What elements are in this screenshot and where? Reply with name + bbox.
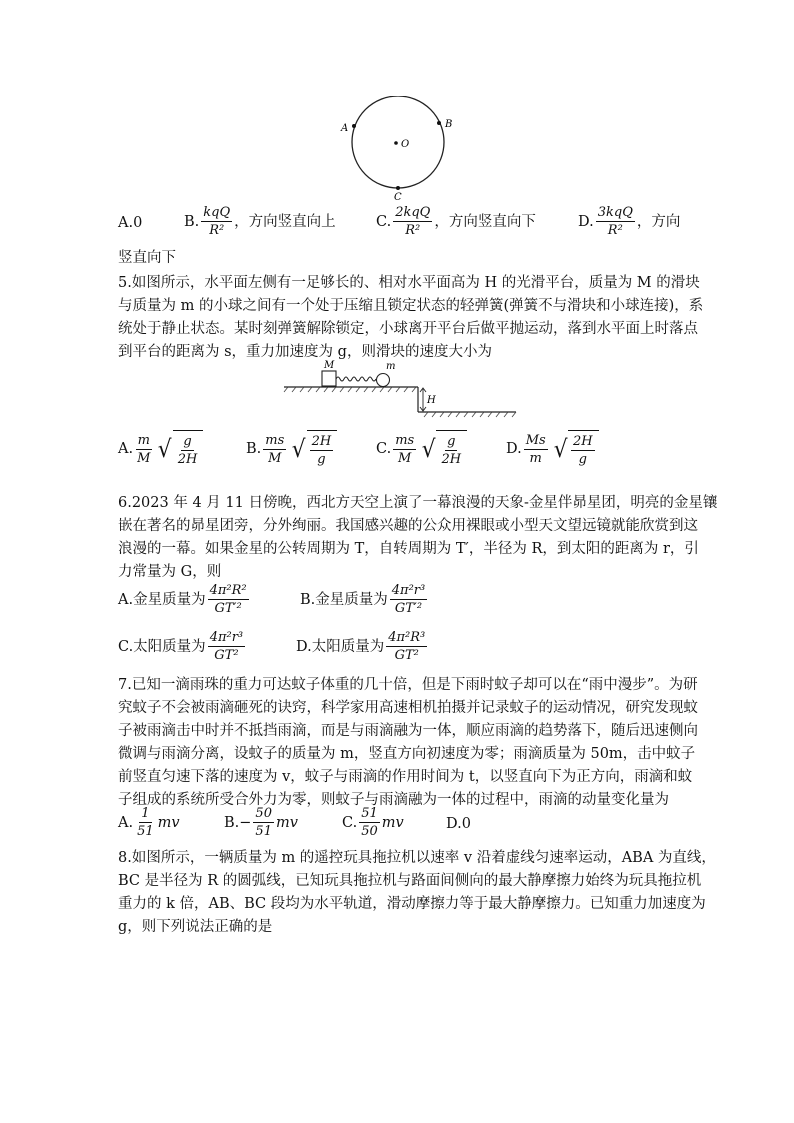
q5-a-frac2 <box>176 434 200 467</box>
ball-label: m <box>386 361 396 372</box>
q8-line-4: g，则下列说法正确的是 <box>118 919 273 935</box>
q4-option-d <box>578 205 680 238</box>
q8-line-2: BC 是半径为 R 的圆弧线，已知玩具拖拉机与路面间侧向的最大静摩擦力始终为玩具拖拉机 <box>118 873 702 889</box>
q7-c-den: 50 <box>361 824 378 839</box>
q5-a-frac1 <box>135 433 152 466</box>
q4-a-prefix: A. <box>118 215 134 231</box>
q7-option-b <box>224 806 298 839</box>
q4-d-suffix: ，方向 <box>636 213 681 230</box>
q6-c-num: 4π²r³ <box>209 630 244 645</box>
ground-hatching <box>424 412 516 417</box>
q7-option-d <box>446 815 471 833</box>
q6-line-4: 力常量为 G，则 <box>118 564 222 580</box>
q6-line-2: 嵌在著名的昴星团旁，分外绚丽。我国感兴趣的公众用裸眼或小型天文望远镜就能欣赏到这 <box>118 518 698 534</box>
q5-b-sqrt: √ $\frac{2H}{g}$ <box>291 430 337 468</box>
q5-b-d1: M <box>268 450 282 466</box>
q5-a-n1: m <box>137 432 150 448</box>
q5-b-n1: ms <box>265 432 285 448</box>
q5-c-frac2 <box>439 434 463 467</box>
q5-d-d1: m <box>529 450 542 466</box>
q5-line-1: 5.如图所示，水平面左侧有一足够长的、相对水平面高为 H 的光滑平台，质量为 M 的滑块 <box>118 275 700 291</box>
q5-d-sqrt: √ $\frac{2H}{g}$ <box>553 430 599 468</box>
q7-line-5: 前竖直匀速下落的速度为 v，蚊子与雨滴的作用时间为 t，以竖直向下为正方向，雨滴和蚊 <box>118 769 693 785</box>
q5-b-frac1 <box>263 433 286 466</box>
q5-c-sqrt: √ $\frac{g}{2H}$ <box>421 430 467 468</box>
circle-outline <box>352 96 444 188</box>
q6-a-fraction <box>208 583 249 616</box>
label-b: B <box>445 119 453 130</box>
q4-a-text: 0 <box>133 215 143 231</box>
q5-d-n2: 2H <box>573 433 593 449</box>
platform-hatching <box>284 387 416 392</box>
q5-b-prefix: B. <box>246 441 262 457</box>
q7-b-prefix: B. <box>224 814 240 831</box>
center-o-dot <box>394 141 398 145</box>
q5-a-sqrt: √ $\frac{g}{2H}$ <box>157 430 203 468</box>
q4-d-prefix: D. <box>578 213 594 230</box>
q5-d-frac2 <box>571 434 595 467</box>
q4-c-den: R² <box>405 223 421 238</box>
q5-c-n2: g <box>447 433 456 449</box>
q5-d-n1: Ms <box>525 432 546 448</box>
q5-option-a <box>118 430 203 468</box>
label-o: O <box>401 139 410 150</box>
q5-a-prefix: A. <box>118 441 134 457</box>
circle-figure <box>330 96 470 202</box>
q5-c-prefix: C. <box>376 441 392 457</box>
label-c: C <box>394 192 402 202</box>
q6-b-fraction <box>390 583 427 616</box>
q5-a-d2: 2H <box>177 451 198 467</box>
q6-b-label: B.金星质量为 <box>300 591 388 608</box>
q7-line-2: 究蚊子不会被雨滴砸死的诀窍，科学家用高速相机拍摄并记录蚊子的运动情况，研究发现蚊 <box>118 700 698 716</box>
q5-b-d2: g <box>317 451 326 467</box>
q4-c-prefix: C. <box>376 213 392 230</box>
q4-b-prefix: B. <box>184 213 200 230</box>
q5-b-n2: 2H <box>311 433 332 449</box>
q5-line-4: 到平台的距离为 s，重力加速度为 g，则滑块的速度大小为 <box>118 344 492 360</box>
q7-b-fraction <box>253 806 274 839</box>
q7-c-tail: mv <box>381 814 404 831</box>
q7-b-num: 50 <box>255 806 272 821</box>
slider-block <box>322 371 336 386</box>
q7-a-num: 1 <box>141 806 150 821</box>
q6-a-label: A.金星质量为 <box>118 591 206 608</box>
q4-d-den: R² <box>607 223 623 238</box>
q5-b-frac2 <box>310 434 334 467</box>
q5-line-3: 统处于静止状态。某时刻弹簧解除锁定，小球离开平台后做平抛运动，落到水平面上时落点 <box>118 321 698 337</box>
q7-option-a <box>118 806 180 839</box>
q6-option-b <box>300 583 429 616</box>
q7-b-tail: mv <box>275 814 298 831</box>
q4-c-suffix: ，方向竖直向下 <box>434 213 536 230</box>
spring <box>336 377 376 381</box>
point-a-dot <box>352 124 356 128</box>
q7-c-num: 51 <box>361 806 378 821</box>
q7-d-prefix: D. <box>446 816 462 832</box>
q6-b-den: GT′² <box>394 601 423 616</box>
platform-figure <box>282 360 518 418</box>
q7-line-6: 子组成的系统所受合外力为零，则蚊子与雨滴融为一体的过程中，雨滴的动量变化量为 <box>118 792 669 808</box>
q5-a-n2: g <box>183 433 192 449</box>
q5-line-2: 与质量为 m 的小球之间有一个处于压缩且锁定状态的轻弹簧(弹簧不与滑块和小球连接)，系 <box>118 298 704 314</box>
q7-c-prefix: C. <box>342 814 358 831</box>
q4-option-b <box>184 205 336 238</box>
q5-c-d2: 2H <box>441 451 462 467</box>
q5-option-d <box>506 430 599 468</box>
q7-b-den: 51 <box>255 824 272 839</box>
point-c-dot <box>396 186 400 190</box>
q5-d-frac1 <box>524 433 548 466</box>
q5-d-prefix: D. <box>506 441 522 457</box>
q8-line-1: 8.如图所示，一辆质量为 m 的遥控玩具拖拉机以速率 v 沿着虚线匀速率运动，ABA 为直线， <box>118 850 716 866</box>
q6-b-num: 4π²r³ <box>391 583 426 598</box>
q7-a-prefix: A. <box>118 814 134 831</box>
q6-line-1: 6.2023 年 4 月 11 日傍晚，西北方天空上演了一幕浪漫的天象-金星伴昴星团，明亮的金星镶 <box>118 495 718 511</box>
q6-option-a <box>118 583 251 616</box>
q6-d-label: D.太阳质量为 <box>296 638 385 655</box>
q4-c-num: 2kqQ <box>395 205 431 220</box>
q6-a-den: GT′² <box>214 601 242 616</box>
q4-option-a <box>118 214 142 232</box>
q6-a-num: 4π²R² <box>209 583 247 598</box>
q7-line-4: 微调与雨滴分离，设蚊子的质量为 m，竖直方向初速度为零；雨滴质量为 50m，击中蚊子 <box>118 746 696 762</box>
q8-line-3: 重力的 k 倍，AB、BC 段均为水平轨道，滑动摩擦力等于最大静摩擦力。已知重力加速度为 <box>118 896 706 912</box>
q5-d-d2: g <box>578 451 587 467</box>
slider-label: M <box>324 360 335 371</box>
q4-b-num: kqQ <box>203 205 231 220</box>
q6-c-label: C.太阳质量为 <box>118 638 206 655</box>
q5-c-frac1 <box>393 433 416 466</box>
q4-c-fraction <box>393 205 432 238</box>
q7-a-fraction <box>135 806 156 839</box>
q4-d-fraction <box>596 205 635 238</box>
q7-option-c <box>342 806 404 839</box>
q6-option-d <box>296 630 429 663</box>
q7-line-1: 7.已知一滴雨珠的重力可达蚊子体重的几十倍，但是下雨时蚊子却可以在“雨中漫步”。为研 <box>118 677 698 693</box>
q7-d-text: 0 <box>461 816 471 832</box>
q6-d-fraction <box>386 630 427 663</box>
q7-a-den: 51 <box>137 824 154 839</box>
ball <box>377 374 390 387</box>
q6-c-fraction <box>208 630 245 663</box>
q6-d-den: GT² <box>394 648 419 663</box>
point-b-dot <box>437 121 441 125</box>
q6-d-num: 4π²R³ <box>388 630 426 645</box>
q5-option-b <box>246 430 337 468</box>
q6-c-den: GT² <box>214 648 239 663</box>
q4-option-d-cont: 竖直向下 <box>118 250 176 266</box>
q5-c-d1: M <box>398 450 412 466</box>
height-label: H <box>427 395 436 406</box>
q5-c-n1: ms <box>395 432 415 448</box>
label-a: A <box>341 123 349 134</box>
q7-line-3: 子被雨滴击中时并不抵挡雨滴，而是与雨滴融为一体，顺应雨滴的趋势落下，随后迅速侧向 <box>118 723 698 739</box>
q6-option-c <box>118 630 247 663</box>
q4-b-den: R² <box>209 223 225 238</box>
q7-b-sign: − <box>239 814 252 831</box>
q7-a-tail: mv <box>157 814 180 831</box>
q4-b-fraction <box>201 205 232 238</box>
q4-d-num: 3kqQ <box>597 205 633 220</box>
q6-line-3: 浪漫的一幕。如果金星的公转周期为 T，自转周期为 T′，半径为 R，到太阳的距离为 r，引 <box>118 541 699 557</box>
q5-option-c <box>376 430 467 468</box>
q4-option-c <box>376 205 536 238</box>
q4-b-suffix: ，方向竖直向上 <box>234 213 336 230</box>
q5-a-d1: M <box>137 450 151 466</box>
q7-c-fraction <box>359 806 380 839</box>
